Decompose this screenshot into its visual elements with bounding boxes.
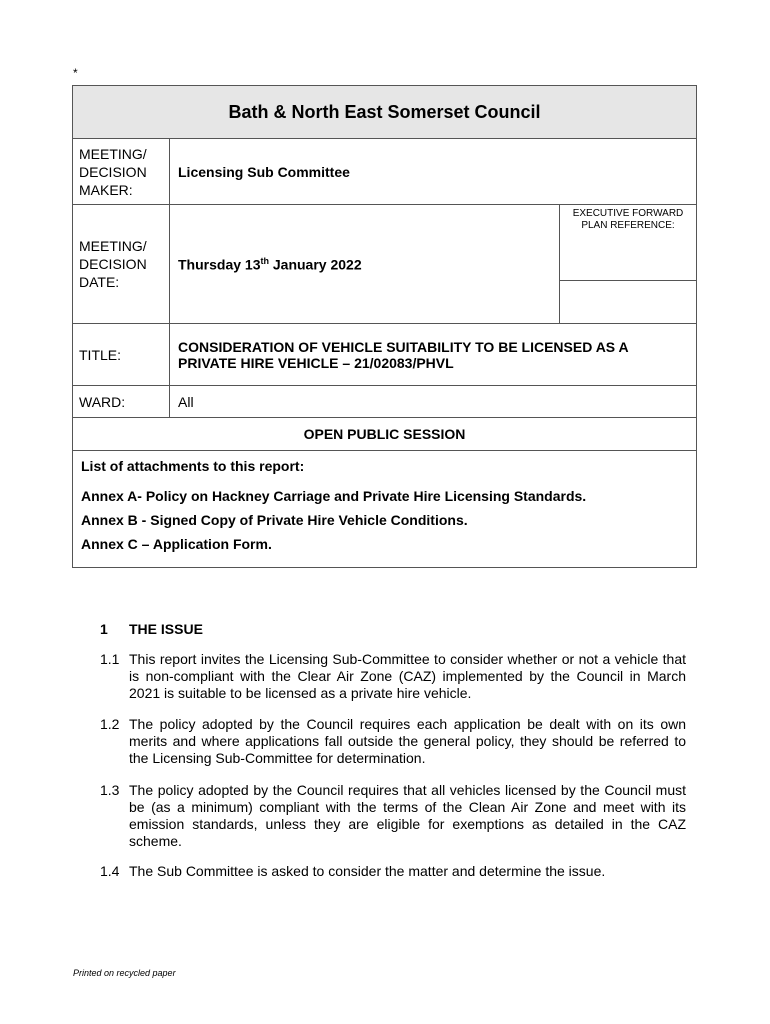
ward-label: WARD:	[73, 386, 170, 418]
paragraph-number: 1.4	[100, 863, 120, 879]
meeting-date-prefix: Thursday 13	[178, 256, 261, 273]
ward-value: All	[170, 386, 697, 418]
meeting-date-suffix: January 2022	[268, 256, 362, 273]
meeting-date-ordinal: th	[260, 255, 269, 266]
annex-a: Annex A- Policy on Hackney Carriage and Private Hire Licensing Standards.	[81, 488, 587, 504]
annex-c: Annex C – Application Form.	[81, 536, 272, 552]
meeting-maker-value: Licensing Sub Committee	[170, 139, 697, 205]
paragraph-number: 1.2	[100, 716, 120, 732]
executive-forward-plan-label: EXECUTIVE FORWARD PLAN REFERENCE:	[560, 205, 696, 281]
paragraph-text: The policy adopted by the Council requires that all vehicles licensed by the Council must be (as a minimum) compliant with the terms of the Clean Air Zone and meet with its emission standards, unless they are eligible for exemptions as detailed in the CAZ scheme.	[129, 782, 686, 849]
session-type: OPEN PUBLIC SESSION	[73, 418, 697, 451]
section-number: 1	[100, 621, 108, 637]
paragraph-1-1	[100, 651, 686, 702]
executive-forward-plan-cell	[560, 205, 697, 324]
paragraph-text: The Sub Committee is asked to consider the matter and determine the issue.	[129, 863, 606, 879]
title-label: TITLE:	[73, 324, 170, 386]
attachments-cell	[73, 451, 697, 568]
footer-note: Printed on recycled paper	[73, 968, 176, 978]
paragraph-1-4	[100, 863, 686, 880]
section-heading	[100, 621, 203, 637]
section-title: THE ISSUE	[129, 621, 203, 637]
annex-b: Annex B - Signed Copy of Private Hire Vehicle Conditions.	[81, 512, 468, 528]
paragraph-1-3	[100, 782, 686, 850]
meeting-date-label: MEETING/ DECISION DATE:	[73, 205, 170, 324]
title-value: CONSIDERATION OF VEHICLE SUITABILITY TO BE LICENSED AS A PRIVATE HIRE VEHICLE – 21/02083/PHVL	[170, 324, 697, 386]
executive-forward-plan-value	[560, 281, 696, 323]
paragraph-number: 1.3	[100, 782, 120, 798]
attachments-heading: List of attachments to this report:	[81, 458, 305, 474]
paragraph-number: 1.1	[100, 651, 120, 667]
asterisk-mark: *	[73, 66, 78, 80]
report-cover-table	[72, 85, 697, 568]
council-name: Bath & North East Somerset Council	[73, 86, 697, 139]
paragraph-text: The policy adopted by the Council requires each application be dealt with on its own merits and where applications fall outside the general policy, they should be referred to the Licensing Sub-Committee for determination.	[129, 716, 686, 766]
paragraph-1-2	[100, 716, 686, 767]
meeting-maker-label: MEETING/ DECISION MAKER:	[73, 139, 170, 205]
paragraph-text: This report invites the Licensing Sub-Committee to consider whether or not a vehicle that is non-compliant with the Clear Air Zone (CAZ) implemented by the Council in March 2021 is suitable to be licensed as a private hire vehicle.	[129, 651, 686, 701]
meeting-date-value	[170, 205, 560, 324]
